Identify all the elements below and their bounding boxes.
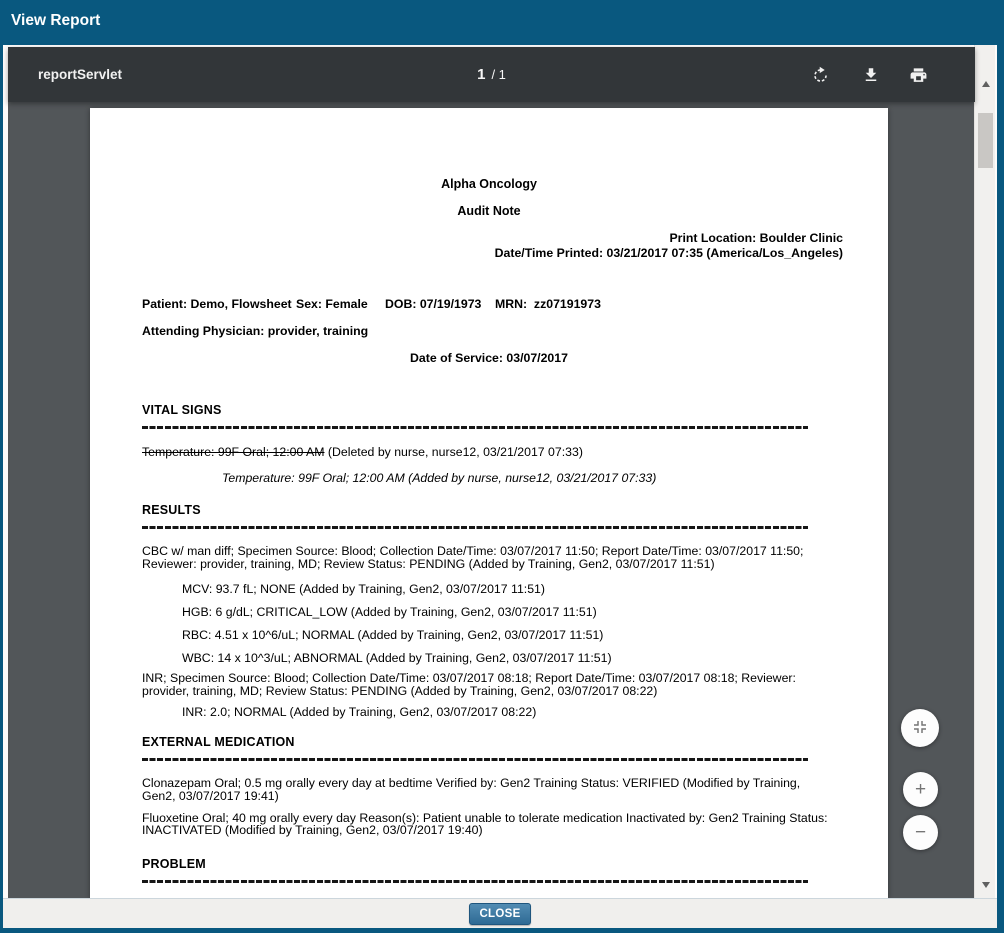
scroll-down-button[interactable] (975, 876, 996, 894)
result-item-mcv: MCV: 93.7 fL; NONE (Added by Training, Gen2, 03/07/2017 11:51) (182, 582, 545, 597)
section-divider (142, 880, 808, 883)
patient-name: Patient: Demo, Flowsheet (142, 297, 292, 311)
pdf-toolbar (8, 47, 975, 102)
zoom-in-button[interactable] (903, 772, 938, 807)
attending-physician: Attending Physician: provider, training (142, 324, 369, 338)
deleted-entry-text: Temperature: 99F Oral; 12:00 AM (142, 445, 325, 459)
rotate-button[interactable] (803, 58, 837, 92)
fit-page-icon (912, 719, 928, 738)
vital-deleted-line (142, 446, 836, 459)
section-divider (142, 526, 808, 529)
medication-entry-fluoxetine: Fluoxetine Oral; 40 mg orally every day Reason(s): Patient unable to tolerate medication Inactivated by: Gen2 Training Status: INACTIVATED (Modified by Training, Gen2, 03/07/2017 19:40) (142, 810, 828, 838)
modal-footer (3, 898, 997, 928)
modal-titlebar (0, 0, 1004, 45)
fit-page-button[interactable] (901, 709, 939, 747)
cbc-summary: CBC w/ man diff; Specimen Source: Blood; Collection Date/Time: 03/07/2017 11:50; Report Date/Time: 03/07/2017 11:50; Reviewer: provider, training, MD; Review Status: PENDING (Added by Training, Gen2, 03/07/2017 11:51) (142, 544, 804, 571)
result-item-rbc: RBC: 4.51 x 10^6/uL; NORMAL (Added by Training, Gen2, 03/07/2017 11:51) (182, 628, 604, 643)
modal-body (3, 45, 997, 898)
rotate-icon (811, 66, 830, 85)
section-heading-problem: PROBLEM (142, 856, 206, 871)
audit-note-document (90, 178, 888, 883)
section-divider (142, 758, 808, 761)
download-icon (862, 66, 880, 84)
date-of-service: Date of Service: 03/07/2017 (410, 351, 568, 365)
document-title: Audit Note (457, 204, 521, 218)
patient-mrn: MRN: zz07191973 (495, 297, 601, 311)
vital-added-line: Temperature: 99F Oral; 12:00 AM (Added by nurse, nurse12, 03/21/2017 07:33) (222, 471, 657, 485)
patient-sex: Sex: Female (296, 297, 368, 311)
minus-icon: − (914, 822, 927, 843)
result-item-wbc: WBC: 14 x 10^3/uL; ABNORMAL (Added by Training, Gen2, 03/07/2017 11:51) (182, 651, 612, 666)
print-info-block (142, 231, 843, 261)
section-divider (142, 426, 808, 429)
scroll-up-icon (982, 81, 990, 87)
page-count: / 1 (491, 67, 506, 82)
facility-name: Alpha Oncology (441, 177, 537, 191)
medication-entry-clonazepam: Clonazepam Oral; 0.5 mg orally every day at bedtime Verified by: Gen2 Training Status: VERIFIED (Modified by Training, Gen2, 03/07/2017 19:41) (142, 776, 801, 803)
plus-icon: + (914, 779, 927, 800)
section-heading-results: RESULTS (142, 503, 201, 517)
section-heading-external-medication: EXTERNAL MEDICATION (142, 735, 295, 750)
scroll-up-button[interactable] (975, 75, 996, 93)
zoom-out-button[interactable] (903, 815, 938, 850)
scrollbar-thumb[interactable] (978, 113, 993, 168)
patient-demographics-row (142, 298, 836, 311)
inr-summary: INR; Specimen Source: Blood; Collection Date/Time: 03/07/2017 08:18; Report Date/Time: 03/07/2017 08:18; Reviewer: provider, training, MD; Review Status: PENDING (Added by Training, Gen2, 03/07/2017 08:22) (142, 671, 796, 698)
page-number-input[interactable]: 1 (477, 66, 486, 83)
print-button[interactable] (901, 58, 935, 92)
result-item-hgb: HGB: 6 g/dL; CRITICAL_LOW (Added by Training, Gen2, 03/07/2017 11:51) (182, 605, 597, 620)
modal-title: View Report (11, 12, 101, 29)
vertical-scrollbar[interactable] (974, 45, 995, 898)
download-button[interactable] (854, 58, 888, 92)
print-location: Print Location: Boulder Clinic (669, 231, 843, 245)
print-icon (909, 66, 928, 85)
patient-dob: DOB: 07/19/1973 (385, 297, 482, 311)
result-item-inr: INR: 2.0; NORMAL (Added by Training, Gen2, 03/07/2017 08:22) (182, 705, 537, 720)
document-name: reportServlet (38, 67, 123, 82)
pdf-viewer (8, 47, 975, 898)
deleted-note-text: (Deleted by nurse, nurse12, 03/21/2017 07:33) (324, 445, 583, 459)
close-button[interactable]: CLOSE (469, 903, 530, 925)
printed-datetime: Date/Time Printed: 03/21/2017 07:35 (America/Los_Angeles) (494, 246, 843, 260)
scroll-down-icon (982, 882, 990, 888)
pdf-canvas[interactable] (8, 102, 975, 898)
document-page (90, 108, 888, 898)
section-heading-vital-signs: VITAL SIGNS (142, 403, 222, 417)
